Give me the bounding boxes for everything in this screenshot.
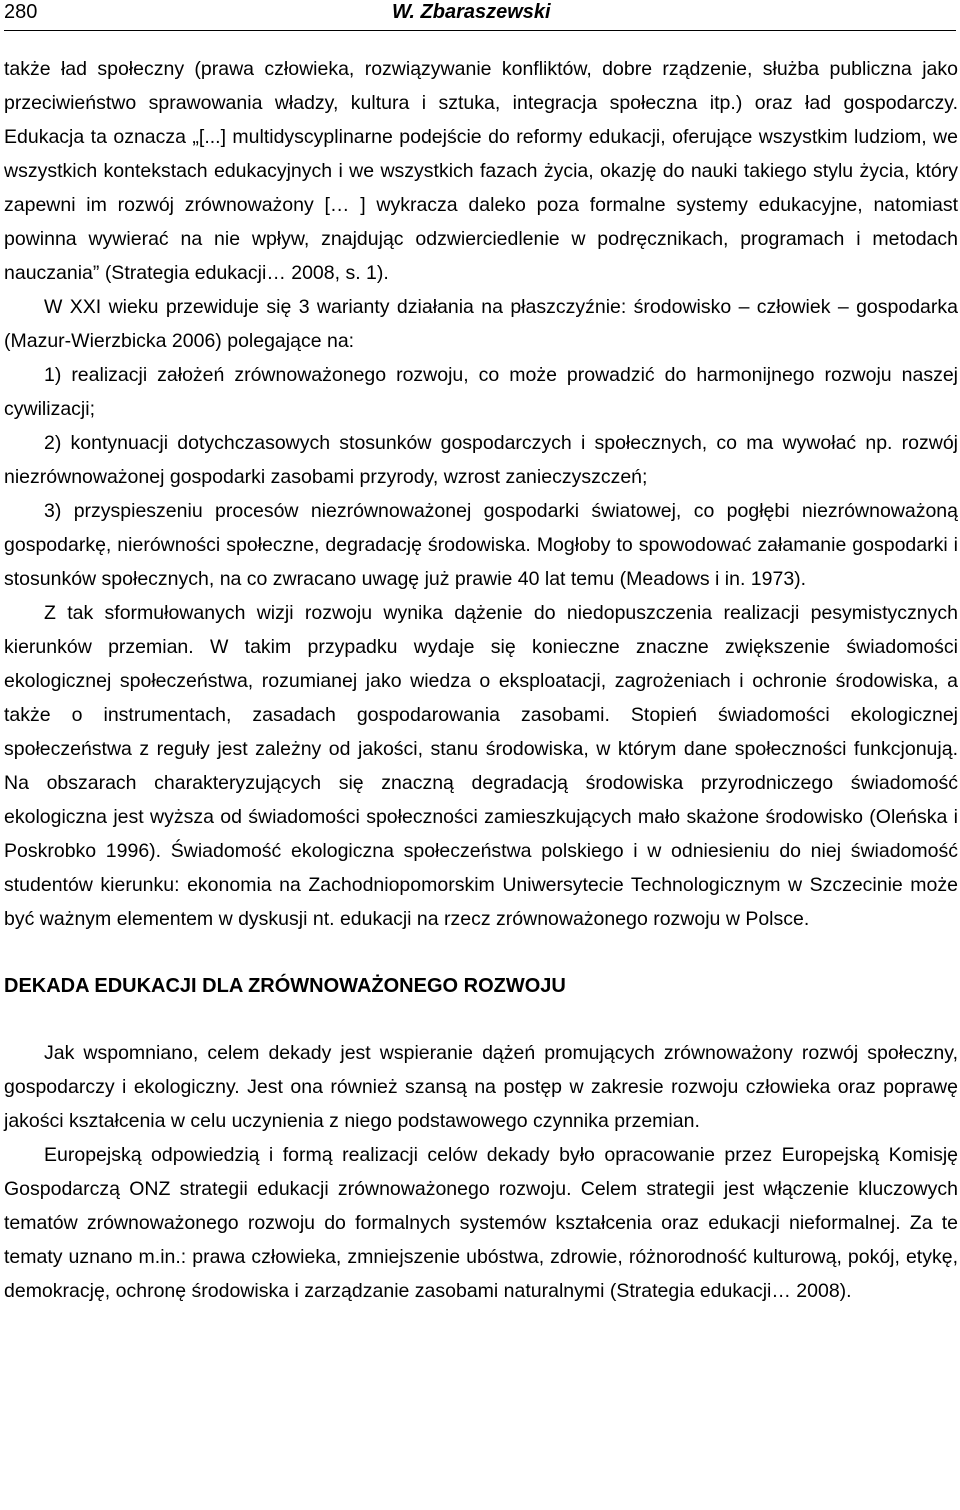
- page-header: [4, 0, 956, 31]
- paragraph-continuation: także ład społeczny (prawa człowieka, rozwiązywanie konfliktów, dobre rządzenie, służba publiczna jako przeciwieństwo sprawowania władzy, kultura i sztuka, integracja społeczna itp.) oraz ład gospodarczy. Edukacja ta oznacza „[...] multidyscyplinarne podejście do reformy edukacji, oferujące wszystkim ludziom, we wszystkich kontekstach edukacyjnych i we wszystkich fazach życia, okazję do nauki takiego stylu życia, który zapewni im rozwój zrównoważony [… ] wykracza daleko poza formalne systemy edukacyjne, natomiast powinna wywierać na nie wpływ, znajdując odzwierciedlenie w podręcznikach, programach i metodach nauczania” (Strategia edukacji… 2008, s. 1).: [4, 58, 958, 284]
- paragraph: Z tak sformułowanych wizji rozwoju wynika dążenie do niedopuszczenia realizacji pesymistycznych kierunków przemian. W takim przypadku wydaje się konieczne znaczne zwiększenie świadomości ekologicznej społeczeństwa, rozumianej jako wiedza o eksploatacji, zagrożeniach i ochronie środowiska, a także o instrumentach, zasadach gospodarowania zasobami. Stopień świadomości ekologicznej społeczeństwa z reguły jest zależny od jakości, stanu środowiska, w którym dane społeczności funkcjonują. Na obszarach charakteryzujących się znaczną degradacją środowiska przyrodniczego świadomość ekologiczna jest wyższa od świadomości społeczności zamieszkujących mało skażone środowisko (Oleńska i Poskrobko 1996). Świadomość ekologiczna społeczeństwa polskiego i w odniesieniu do niej świadomość studentów kierunku: ekonomia na Zachodniopomorskim Uniwersytecie Technologicznym w Szczecinie może być ważnym elementem w dyskusji nt. edukacji na rzecz zrównoważonego rozwoju w Polsce.: [4, 602, 958, 930]
- paragraph: Jak wspomniano, celem dekady jest wspieranie dążeń promujących zrównoważony rozwój społeczny, gospodarczy i ekologiczny. Jest ona również szansą na postęp w zakresie rozwoju człowieka oraz poprawę jakości kształcenia w celu uczynienia z niego podstawowego czynnika przemian.: [4, 1042, 958, 1132]
- paragraph: Europejską odpowiedzią i formą realizacji celów dekady było opracowanie przez Europejską Komisję Gospodarczą ONZ strategii edukacji zrównoważonego rozwoju. Celem strategii jest włączenie kluczowych tematów zrównoważonego rozwoju do formalnych systemów kształcenia oraz edukacji nieformalnej. Za te tematy uznano m.in.: prawa człowieka, zmniejszenie ubóstwa, zdrowie, różnorodność kulturową, pokój, etykę, demokrację, ochronę środowiska i zarządzanie zasobami naturalnymi (Strategia edukacji… 2008).: [4, 1144, 958, 1302]
- page-number: 280: [4, 1, 38, 23]
- list-item: 1) realizacji założeń zrównoważonego rozwoju, co może prowadzić do harmonijnego rozwoju naszej cywilizacji;: [4, 364, 958, 420]
- running-head-author: W. Zbaraszewski: [392, 1, 551, 23]
- list-item: 2) kontynuacji dotychczasowych stosunków gospodarczych i społecznych, co ma wywołać np. rozwój niezrównoważonej gospodarki zasobami przyrody, wzrost zanieczyszczeń;: [4, 432, 958, 488]
- section-heading: DEKADA EDUKACJI DLA ZRÓWNOWAŻONEGO ROZWOJU: [4, 975, 566, 997]
- paragraph: W XXI wieku przewiduje się 3 warianty działania na płaszczyźnie: środowisko ‒ człowiek ‒ gospodarka (Mazur-Wierzbicka 2006) polegające na:: [4, 296, 958, 352]
- body-text: [4, 52, 958, 1308]
- list-item: 3) przyspieszeniu procesów niezrównoważonej gospodarki światowej, co pogłębi niezrównoważoną gospodarkę, nierówności społeczne, degradację środowiska. Mogłoby to spowodować załamanie gospodarki i stosunków społecznych, na co zwracano uwagę już prawie 40 lat temu (Meadows i in. 1973).: [4, 500, 958, 590]
